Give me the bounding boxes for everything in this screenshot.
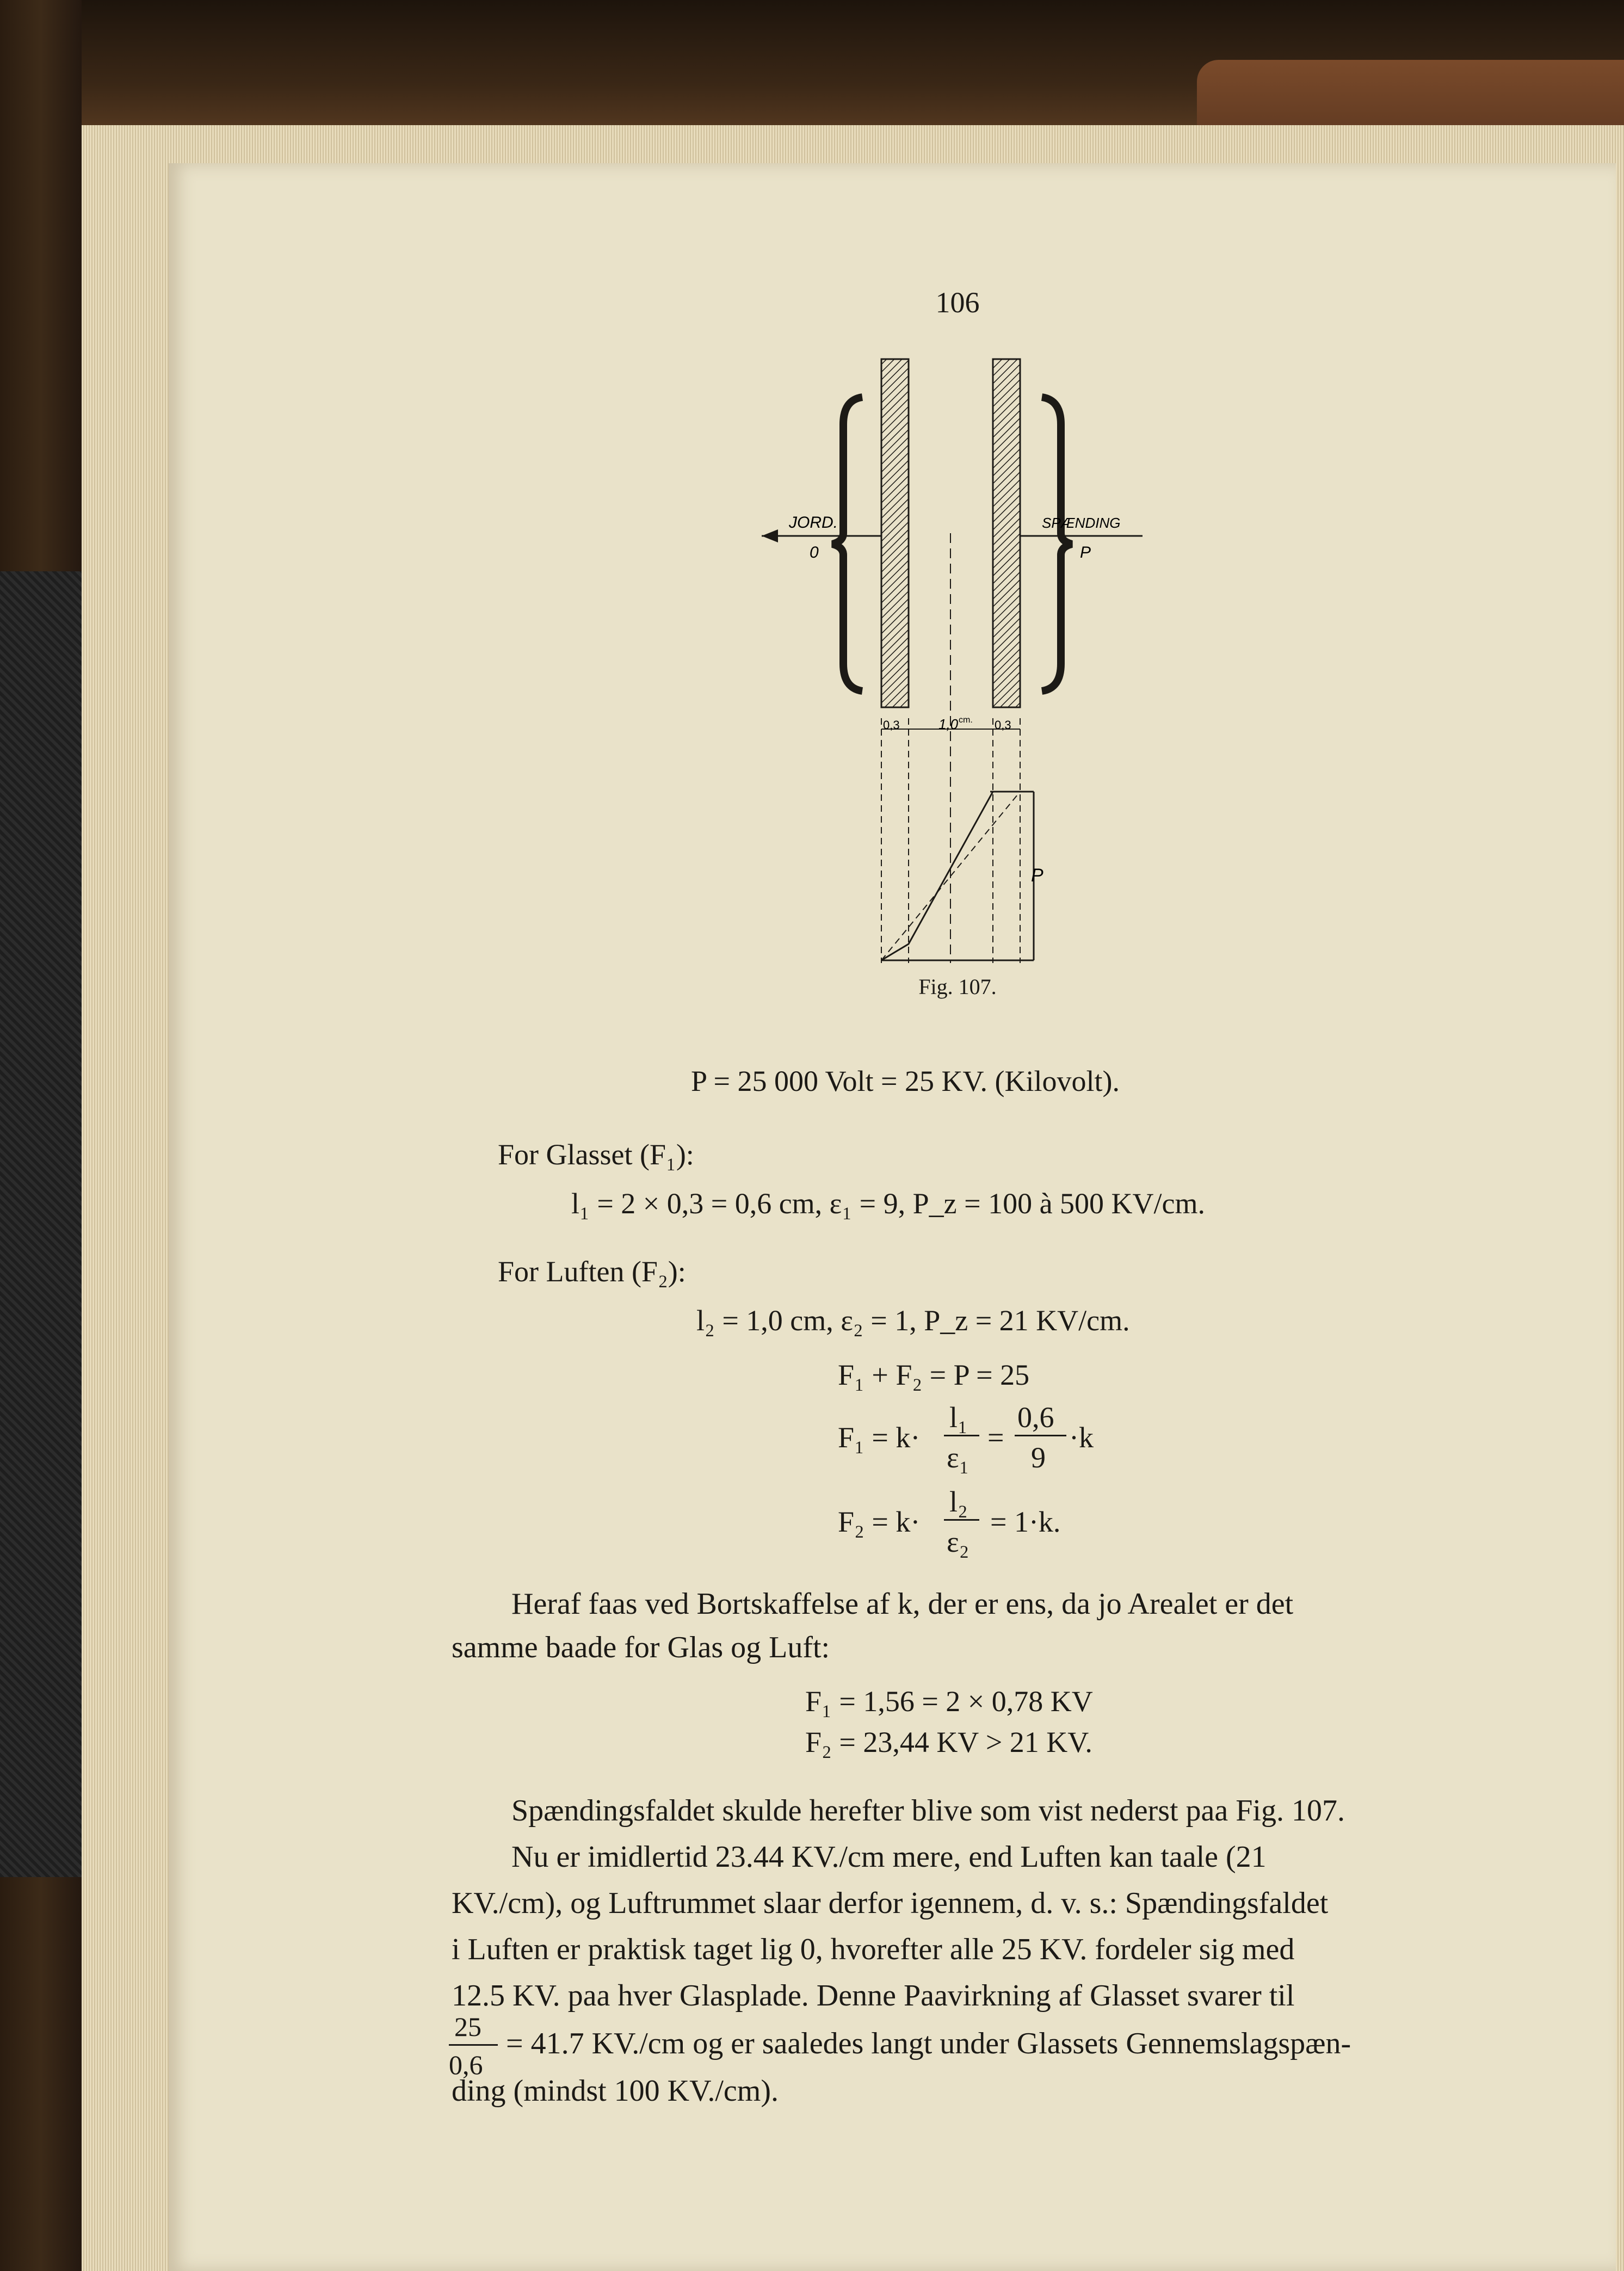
paragraph-line: KV./cm), og Luftrummet slaar derfor igennem, d. v. s.: Spændingsfaldet xyxy=(452,1886,1329,1920)
electrode-left xyxy=(832,397,862,691)
paragraph-line: Spændingsfaldet skulde herefter blive som vist nederst paa Fig. 107. xyxy=(511,1794,1345,1828)
label-zero: 0 xyxy=(810,544,819,561)
figure-capacitor-diagram xyxy=(751,348,1153,979)
equation-f1-denominator-2: 9 xyxy=(1031,1441,1046,1474)
glass-heading: For Glasset (F₁): xyxy=(498,1138,694,1171)
dim-glass-right: 0,3 xyxy=(995,718,1011,732)
dim-air: 1,0 xyxy=(938,716,959,732)
equation-f2-tail: = 1·k. xyxy=(990,1505,1061,1538)
equation-f2-numerator: l₂ xyxy=(949,1485,968,1518)
last-fraction-denominator: 0,6 xyxy=(449,2050,483,2080)
paragraph-heraf-line2: samme baade for Glas og Luft: xyxy=(452,1631,830,1664)
label-spaending: SPÆNDING xyxy=(1042,515,1121,531)
equation-f1-tail: ·k xyxy=(1069,1421,1094,1454)
paragraph-heraf-line1: Heraf faas ved Bortskaffelse af k, der er ens, da jo Arealet er det xyxy=(511,1587,1294,1621)
electrode-right xyxy=(1042,397,1072,691)
equation-f2-lhs: F₂ = k· xyxy=(838,1505,921,1538)
result-f1: F₁ = 1,56 = 2 × 0,78 KV xyxy=(805,1685,1093,1718)
paragraph-line: i Luften er praktisk taget lig 0, hvorefter alle 25 KV. fordeler sig med xyxy=(452,1933,1295,1966)
graph-label-p: P xyxy=(1031,865,1043,886)
fraction-bar xyxy=(944,1435,979,1436)
paragraph-line: = 41.7 KV./cm og er saaledes langt under Glassets Gennemslagspæn- xyxy=(506,2027,1351,2060)
equation-f1-numerator-2: 0,6 xyxy=(1017,1401,1054,1434)
page-number: 106 xyxy=(935,286,980,319)
fraction-bar xyxy=(449,2044,498,2046)
last-fraction-numerator: 25 xyxy=(454,2011,481,2042)
result-f2: F₂ = 23,44 KV > 21 KV. xyxy=(805,1726,1092,1758)
paragraph-line: 12.5 KV. paa hver Glasplade. Denne Paavirkning af Glasset svarer til xyxy=(452,1979,1295,2013)
figure-caption: Fig. 107. xyxy=(918,974,997,999)
equation-f1-denominator: ε₁ xyxy=(947,1441,970,1474)
equation-glass: l₁ = 2 × 0,3 = 0,6 cm, ε₁ = 9, P_z = 100 à 500 KV/cm. xyxy=(571,1187,1206,1220)
air-heading: For Luften (F₂): xyxy=(498,1255,686,1288)
fraction-bar xyxy=(1015,1435,1066,1436)
dim-glass-left: 0,3 xyxy=(883,718,900,732)
cloth-binding xyxy=(0,571,82,1877)
equation-f2-denominator: ε₂ xyxy=(947,1526,970,1558)
equation-f1-lhs: F₁ = k· xyxy=(838,1421,921,1454)
equation-voltage: P = 25 000 Volt = 25 KV. (Kilovolt). xyxy=(691,1065,1120,1097)
equation-air: l₂ = 1,0 cm, ε₂ = 1, P_z = 21 KV/cm. xyxy=(696,1304,1130,1337)
fraction-bar xyxy=(944,1519,979,1521)
glass-plate-right xyxy=(993,359,1020,707)
equation-f1-numerator: l₁ xyxy=(949,1401,968,1434)
equation-f1-equals: = xyxy=(987,1421,1004,1454)
arrow-left xyxy=(762,529,778,542)
equation-sum: F₁ + F₂ = P = 25 xyxy=(838,1359,1030,1391)
glass-plate-left xyxy=(881,359,909,707)
label-jord: JORD. xyxy=(789,514,838,532)
label-p-top: P xyxy=(1080,544,1091,561)
paragraph-final-line: ding (mindst 100 KV./cm). xyxy=(452,2074,779,2108)
dim-air-unit: cm. xyxy=(959,715,973,725)
paragraph-line: Nu er imidlertid 23.44 KV./cm mere, end Luften kan taale (21 xyxy=(511,1840,1267,1874)
